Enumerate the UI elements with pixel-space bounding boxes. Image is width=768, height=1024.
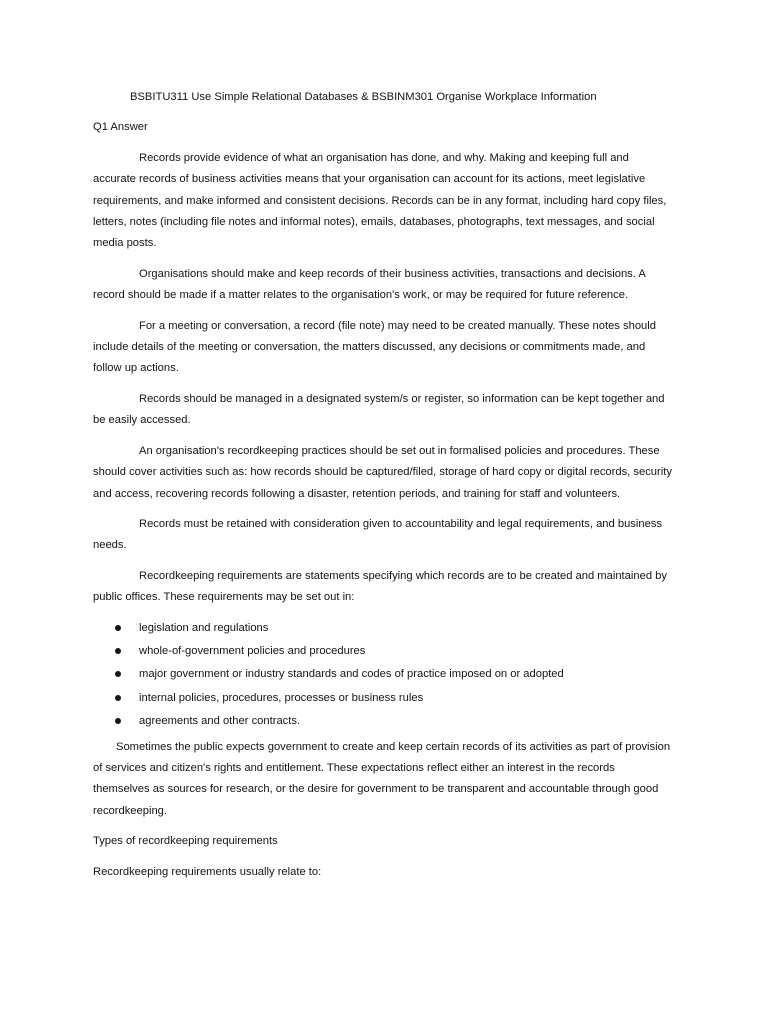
bullet-icon <box>115 671 121 677</box>
list-item-text: whole-of-government policies and procedures <box>139 644 366 657</box>
paragraph-make-keep-records: Organisations should make and keep records of their business activities, transactions and decisions. A record should be made if a matter relates to the organisation's work, or may be required for future reference. <box>93 267 646 302</box>
paragraph-relate-to: Recordkeeping requirements usually relate to: <box>93 865 322 878</box>
list-item <box>93 688 673 709</box>
list-item <box>93 618 673 639</box>
bullet-icon <box>115 625 121 631</box>
document-body <box>93 87 673 892</box>
paragraph-meeting-file-note: For a meeting or conversation, a record (file note) may need to be created manually. These notes should include details of the meeting or conversation, the matters discussed, any decisions or commitments made, and follow up actions. <box>93 319 656 375</box>
paragraph-public-expectations: Sometimes the public expects government to create and keep certain records of its activities as part of provision of services and citizen's rights and entitlement. These expectations reflect either an interest in the records themselves as sources for research, or the desire for government to be transparent and accountable through good recordkeeping. <box>93 740 671 817</box>
section-heading-types: Types of recordkeeping requirements <box>93 835 278 848</box>
list-item <box>93 664 673 685</box>
paragraph-retention: Records must be retained with consideration given to accountability and legal requirements, and business needs. <box>93 517 663 552</box>
list-item <box>93 641 673 662</box>
bullet-icon <box>115 648 121 654</box>
requirements-bullet-list <box>93 618 673 733</box>
bullet-icon <box>115 718 121 724</box>
paragraph-designated-system: Records should be managed in a designated system/s or register, so information can be kept together and be easily accessed. <box>93 392 665 427</box>
paragraph-recordkeeping-practices: An organisation's recordkeeping practices should be set out in formalised policies and procedures. These should cover activities such as: how records should be captured/filed, storage of hard copy or digital records, security and access, recovering records following a disaster, retention periods, and training for staff and volunteers. <box>93 444 672 500</box>
list-item-text: legislation and regulations <box>139 621 269 634</box>
bullet-icon <box>115 695 121 701</box>
question-label: Q1 Answer <box>93 121 148 134</box>
list-item-text: internal policies, procedures, processes or business rules <box>139 691 424 704</box>
list-item <box>93 711 673 732</box>
list-item-text: agreements and other contracts. <box>139 715 301 728</box>
list-item-text: major government or industry standards and codes of practice imposed on or adopted <box>139 668 564 681</box>
paragraph-requirements-statements: Recordkeeping requirements are statements specifying which records are to be created and maintained by public offices. These requirements may be set out in: <box>93 569 667 604</box>
document-title: BSBITU311 Use Simple Relational Databases & BSBINM301 Organise Workplace Information <box>130 91 597 103</box>
paragraph-records-evidence: Records provide evidence of what an organisation has done, and why. Making and keeping full and accurate records of business activities means that your organisation can account for its actions, meet legislative requirements, and make informed and consistent decisions. Records can be in any format, including hard copy files, letters, notes (including file notes and informal notes), emails, databases, photographs, text messages, and social media posts. <box>93 151 667 250</box>
